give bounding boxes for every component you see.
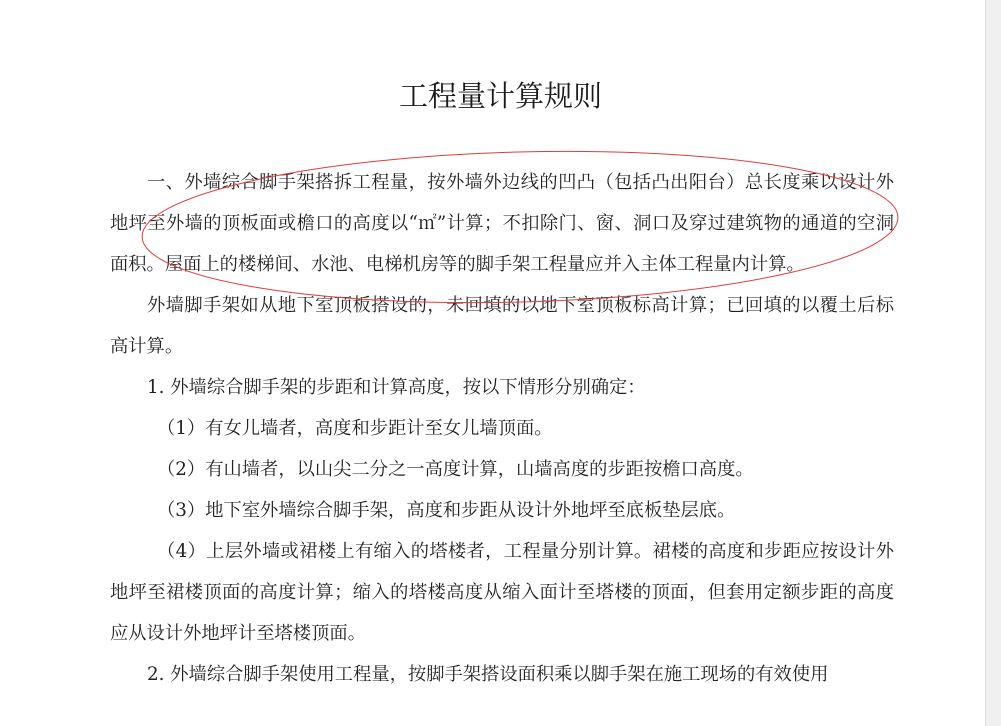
list-item-podium-tower: （4）上层外墙或裙楼上有缩入的塔楼者，工程量分别计算。裙楼的高度和步距应按设计外地坪至裙楼顶面的高度计算；缩入的塔楼高度从缩入面计至塔楼的顶面，但套用定额步距的高度应从设计外地坪计至塔楼顶面。 (110, 541, 894, 644)
list-item-basement-wall: （3）地下室外墙综合脚手架，高度和步距从设计外地坪至底板垫层底。 (157, 500, 736, 521)
list-item-parapet: （1）有女儿墙者，高度和步距计至女儿墙顶面。 (157, 418, 553, 439)
page-title: 工程量计算规则 (398, 79, 602, 113)
paragraph-external-wall-rule: 一、外墙综合脚手架搭拆工程量，按外墙外边线的凹凸（包括凸出阳台）总长度乘以设计外地坪至外墙的顶板面或檐口的高度以“㎡”计算；不扣除门、窗、洞口及穿过建筑物的通道的空洞面积。屋面上的楼梯间、水池、电梯机房等的脚手架工程量应并入主体工程量内计算。 (110, 172, 894, 275)
vertical-scrollbar[interactable] (985, 0, 1001, 726)
paragraph-basement-scaffold: 外墙脚手架如从地下室顶板搭设的，未回填的以地下室顶板标高计算；已回填的以覆土后标高计算。 (110, 295, 894, 357)
paragraph-step-height-heading: 1. 外墙综合脚手架的步距和计算高度，按以下情形分别确定： (147, 377, 646, 398)
list-item-gable: （2）有山墙者，以山尖二分之一高度计算，山墙高度的步距按檐口高度。 (157, 459, 754, 480)
paragraph-usage-quantity: 2. 外墙综合脚手架使用工程量，按脚手架搭设面积乘以脚手架在施工现场的有效使用 (147, 664, 829, 685)
document-body (110, 162, 894, 695)
